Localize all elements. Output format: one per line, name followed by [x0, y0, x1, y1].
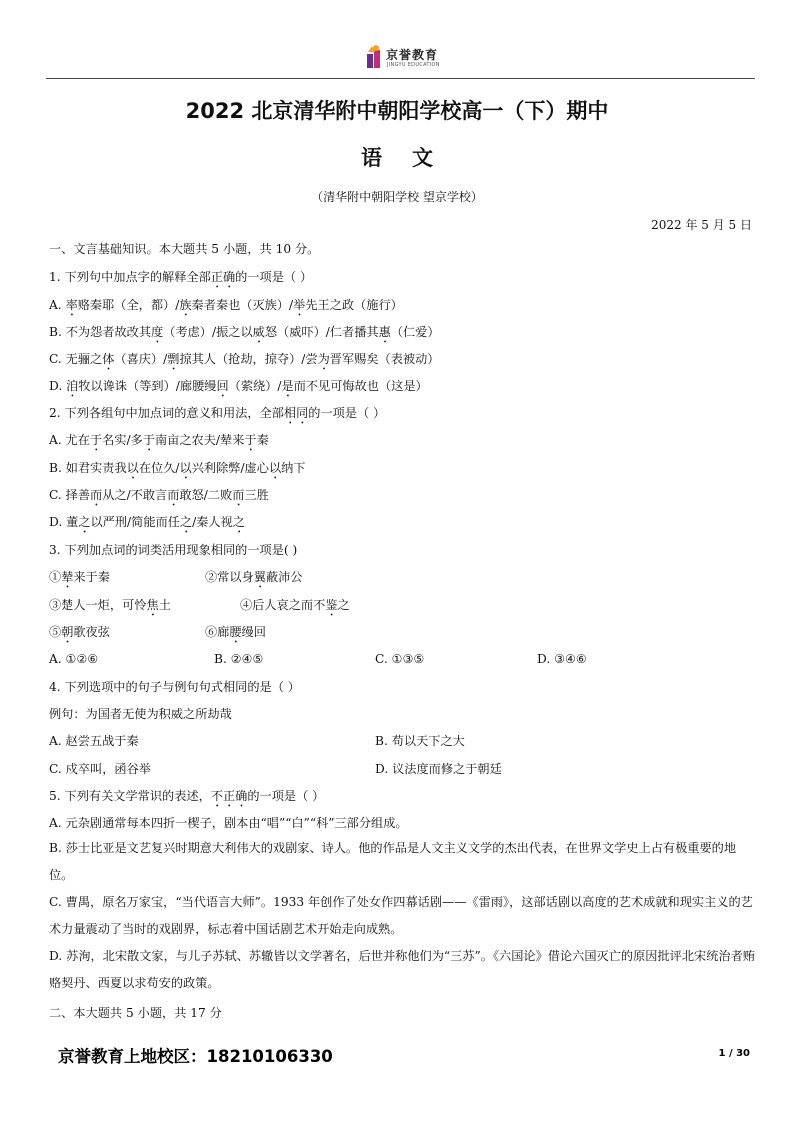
- page-number: 1 / 30: [718, 1048, 750, 1059]
- q3-option-c: C. ①③⑤: [375, 652, 425, 666]
- q1-option-a: A. 率赂秦耶（全，都）/族秦者秦也（灭族）/举先王之政（施行）: [49, 298, 403, 312]
- q1-stem: 1. 下列句中加点字的解释全部正确的一项是（ ）: [49, 270, 313, 284]
- q5-option-d: D. 苏洵，北宋散文家，与儿子苏轼、苏辙皆以文学著名，后世并称他们为“三苏”。《六国论》借论六国灭亡的原因批评北宋统治者贿赂契丹、西夏以求苟安的政策。: [49, 949, 755, 990]
- header-divider: [46, 78, 755, 79]
- q4-example: 例句：为国者无使为积威之所劫哉: [49, 707, 232, 721]
- q3-option-d: D. ③④⑥: [537, 652, 587, 666]
- q3-item-4: ④后人哀之而不鉴之: [240, 598, 350, 612]
- q3-item-3: ③楚人一炬，可怜焦土: [49, 598, 171, 612]
- q1-option-c: C. 无骊之体（喜庆）/剽掠其人（抢劫，掠夺）/尝为晋军赐矣（表被动）: [49, 352, 440, 366]
- subject-title: 语文: [361, 146, 463, 170]
- q3-option-a: A. ①②⑥: [49, 652, 99, 666]
- q2-option-d: D. 董之以严刑/简能而任之/秦人视之: [49, 515, 245, 529]
- q5-option-a: A. 元杂剧通常每本四折一楔子，剧本由“唱”“白”“科”三部分组成。: [49, 816, 408, 830]
- q1-option-d: D. 洎牧以谗诛（等到）/廊腰缦回（萦绕）/是而不见可悔故也（这是）: [49, 379, 428, 393]
- section2-heading: 二、本大题共 5 小题，共 17 分: [49, 1006, 222, 1020]
- q4-option-a: A. 赵尝五战于秦: [49, 734, 139, 748]
- q3-item-1: ①辇来于秦: [49, 570, 110, 584]
- q2-option-b: B. 如君实责我以在位久/以兴利除弊/虚心以纳下: [49, 461, 306, 475]
- q3-item-5: ⑤朝歌夜弦: [49, 625, 110, 639]
- q2-stem: 2. 下列各组句中加点词的意义和用法，全部相同的一项是（ ）: [49, 406, 386, 420]
- q4-stem: 4. 下列选项中的句子与例句句式相同的是（ ）: [49, 680, 300, 694]
- q3-option-b: B. ②④⑤: [214, 652, 264, 666]
- q2-option-a: A. 尤在于名实/多于南亩之农夫/辇来于秦: [49, 433, 269, 447]
- q3-item-6: ⑥廊腰缦回: [205, 625, 266, 639]
- q5-stem: 5. 下列有关文学常识的表述，不正确的一项是（ ）: [49, 789, 325, 803]
- footer-contact: 京誉教育上地校区：18210106330: [58, 1047, 333, 1066]
- school-name: （清华附中朝阳学校 望京学校）: [311, 190, 483, 204]
- q1-option-b: B. 不为怨者故改其度（考虑）/振之以威怒（威吓）/仁者播其惠（仁爱）: [49, 325, 440, 339]
- q4-option-d: D. 议法度而修之于朝廷: [375, 762, 502, 776]
- brand-logo: [366, 44, 446, 74]
- section1-heading: 一、文言基础知识。本大题共 5 小题，共 10 分。: [49, 242, 320, 256]
- q5-option-b: B. 莎士比亚是文艺复兴时期意大利伟大的戏剧家、诗人。他的作品是人文主义文学的杰出代表，在世界文学史上占有极重要的地位。: [49, 841, 737, 882]
- logo-subtitle: JINGYU EDUCATION: [387, 62, 440, 68]
- q3-item-2: ②常以身翼蔽沛公: [205, 570, 303, 584]
- logo-name: 京誉教育: [386, 48, 439, 62]
- q5-option-c: C. 曹禺，原名万家宝，“当代语言大师”。1933 年创作了处女作四幕话剧——《雷雨》，这部话剧以高度的艺术成就和现实主义的艺术力量震动了当时的戏剧界，标志着中国话剧艺术开始走向成熟。: [49, 895, 753, 936]
- logo-mark-icon: [366, 44, 382, 70]
- q4-option-b: B. 苟以天下之大: [375, 734, 465, 748]
- exam-title: 2022 北京清华附中朝阳学校高一（下）期中: [185, 99, 609, 123]
- exam-date: 2022 年 5 月 5 日: [651, 218, 752, 232]
- q4-option-c: C. 戍卒叫，函谷举: [49, 762, 151, 776]
- q2-option-c: C. 择善而从之/不敢言而敢怒/二败而三胜: [49, 488, 269, 502]
- q3-stem: 3. 下列加点词的词类活用现象相同的一项是( ): [49, 543, 298, 557]
